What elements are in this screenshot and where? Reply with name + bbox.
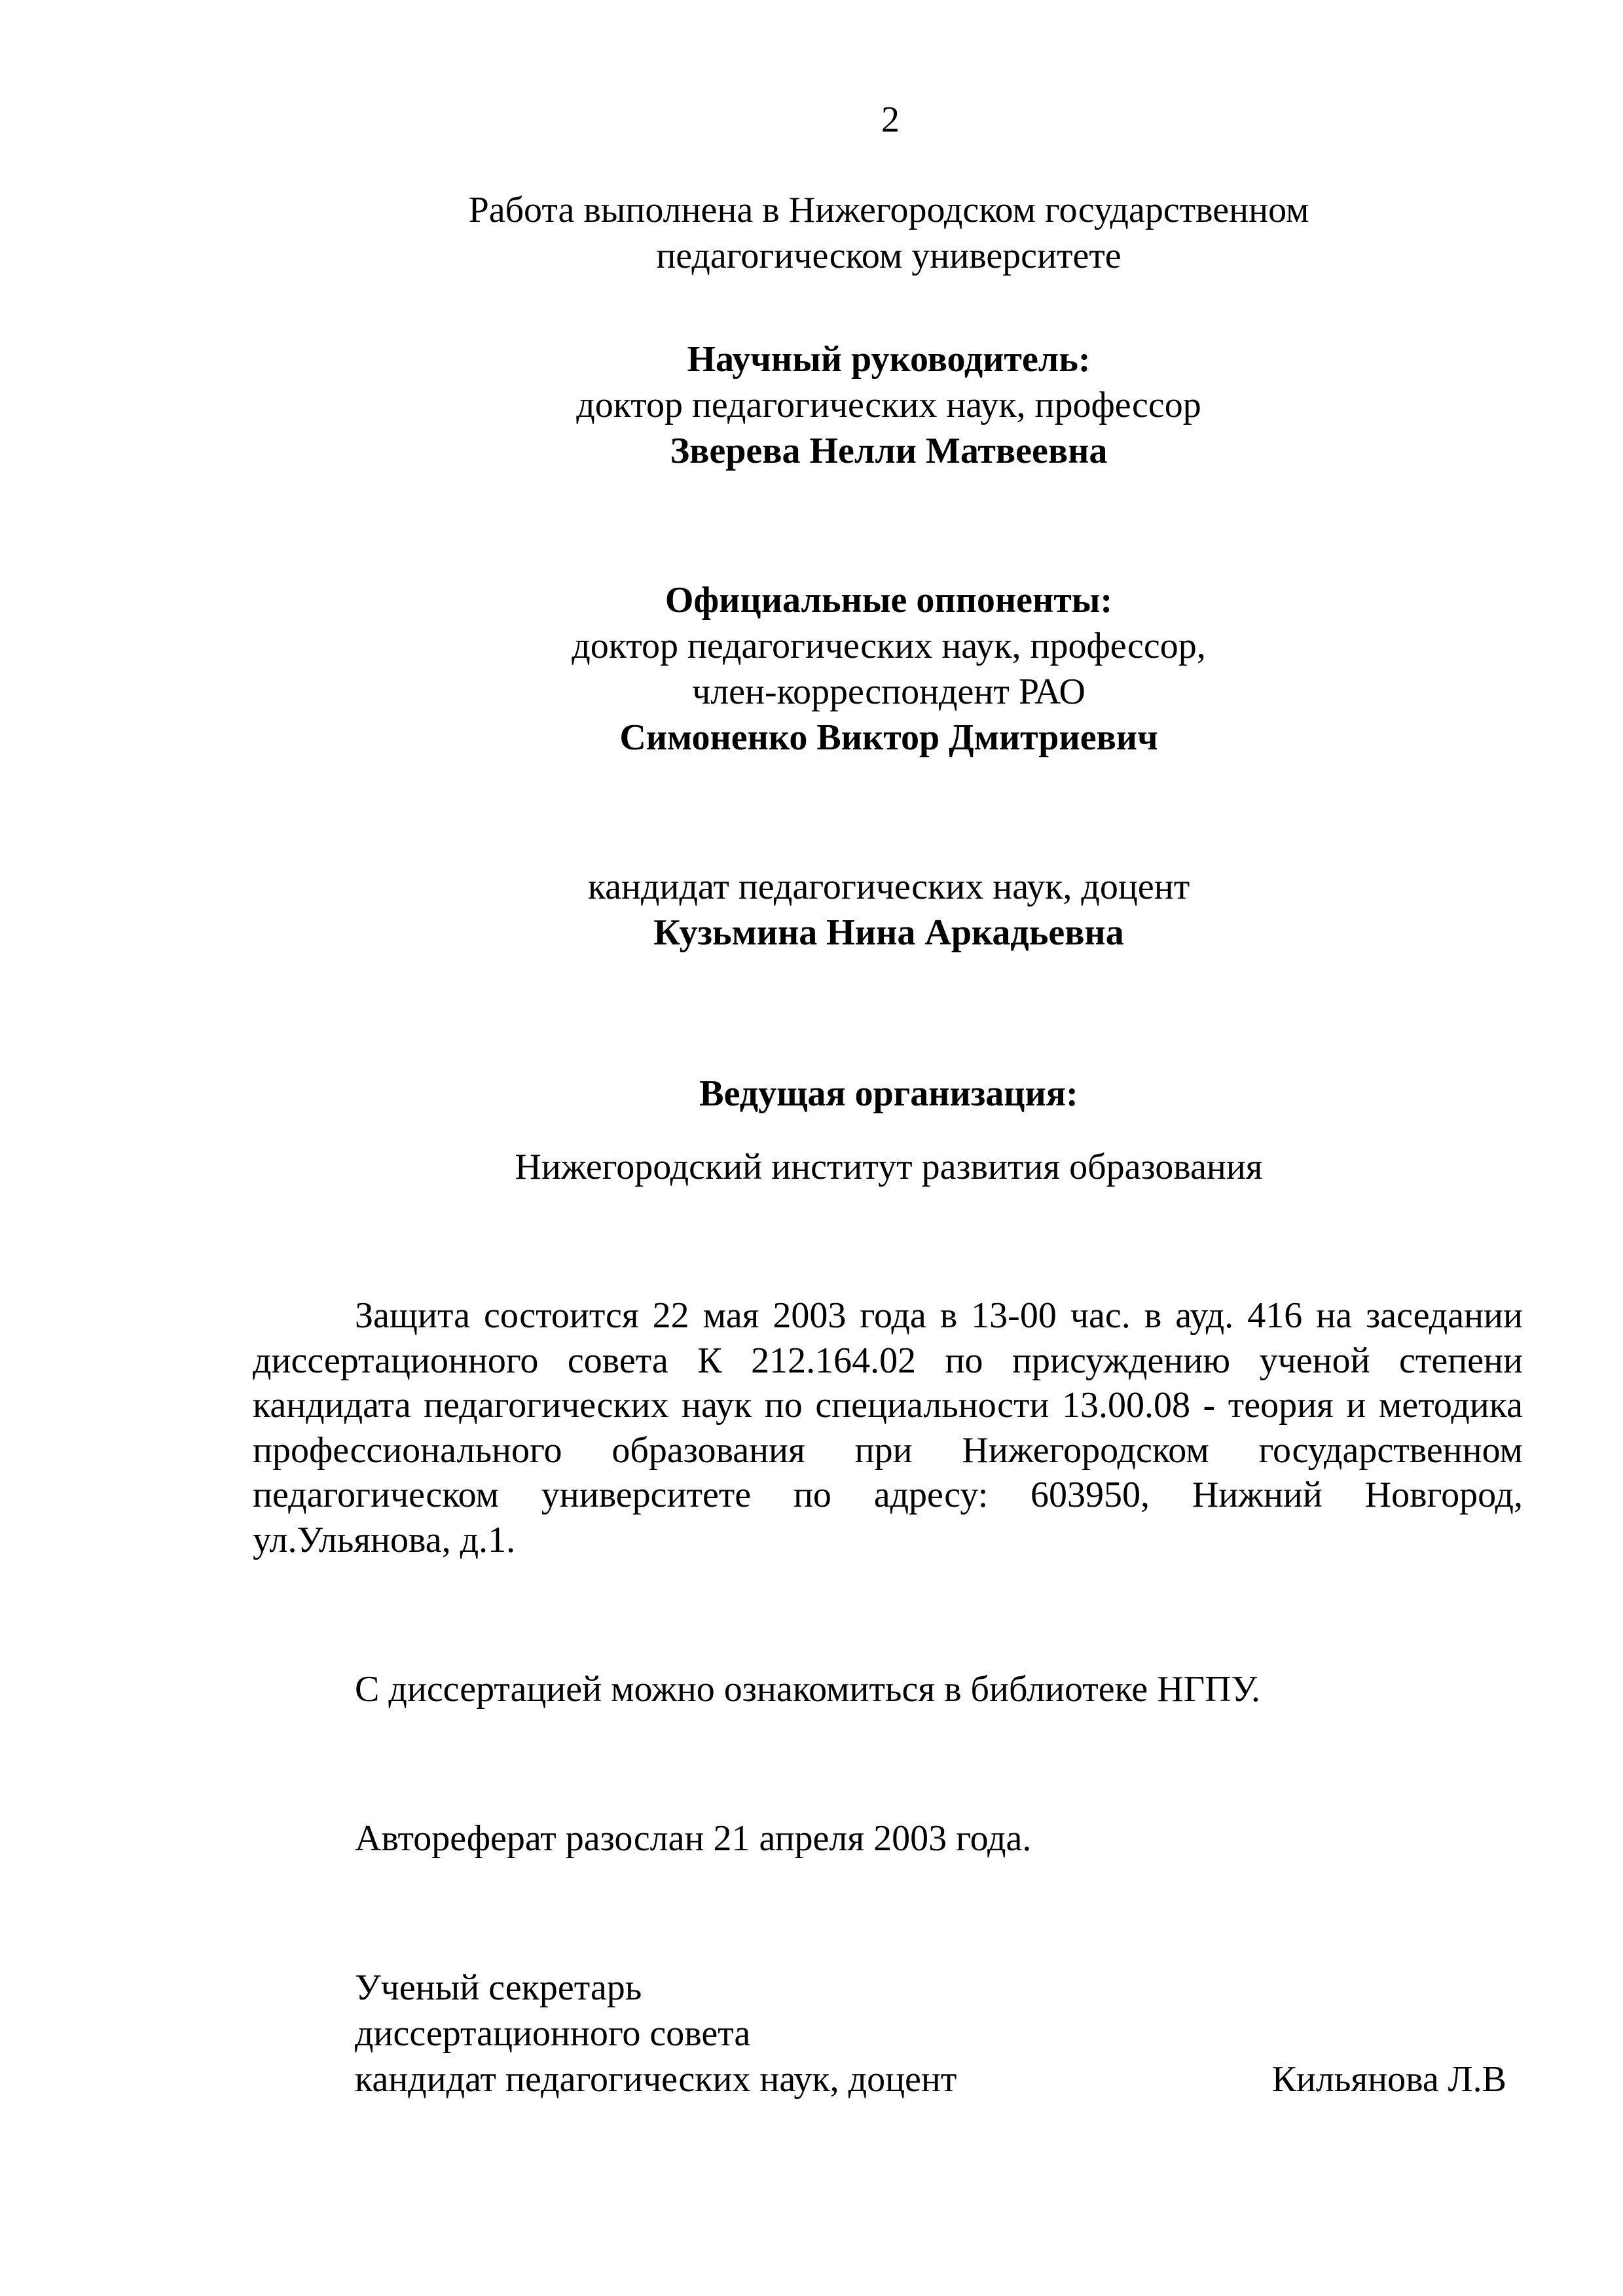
opponent-1-degree-line-1: доктор педагогических наук, профессор,	[572, 626, 1206, 666]
page-number: 2	[881, 99, 900, 140]
secretary-signature-name: Кильянова Л.В	[1271, 2059, 1506, 2100]
leading-organization-heading: Ведущая организация:	[699, 1073, 1078, 1114]
secretary-line-1: Ученый секретарь	[355, 1967, 642, 2008]
abstract-sent-note: Автореферат разослан 21 апреля 2003 года.	[355, 1818, 1032, 1859]
supervisor-name: Зверева Нелли Матвеевна	[670, 431, 1108, 471]
secretary-line-3: кандидат педагогических наук, доцент	[355, 2059, 957, 2100]
library-note: С диссертацией можно ознакомиться в библиотеке НГПУ.	[355, 1669, 1261, 1710]
supervisor-heading: Научный руководитель:	[687, 339, 1091, 380]
secretary-line-2: диссертационного совета	[355, 2013, 751, 2054]
opponent-1-degree-line-2: член-корреспондент РАО	[692, 672, 1085, 712]
institution-line-1: Работа выполнена в Нижегородском государственном	[468, 190, 1309, 230]
opponent-1-name: Симоненко Виктор Дмитриевич	[619, 717, 1158, 758]
opponent-2-name: Кузьмина Нина Аркадьевна	[653, 912, 1124, 953]
supervisor-degree: доктор педагогических наук, профессор	[576, 385, 1201, 425]
opponents-heading: Официальные оппоненты:	[665, 580, 1113, 620]
institution-line-2: педагогическом университете	[656, 236, 1122, 276]
defense-paragraph	[253, 1293, 1523, 1562]
leading-organization-name: Нижегородский институт развития образования	[515, 1147, 1263, 1187]
opponent-2-degree: кандидат педагогических наук, доцент	[587, 867, 1190, 907]
defense-text: Защита состоится 22 мая 2003 года в 13-00 час. в ауд. 416 на заседании диссертационного совета К 212.164.02 по присуждению ученой степени кандидата педагогических наук по специальности 13.00.08 - теория и методика профессионального образования при Нижегородском государственном педагогическом университете по адресу: 603950, Нижний Новгород, ул.Ульянова, д.1.	[253, 1295, 1523, 1560]
